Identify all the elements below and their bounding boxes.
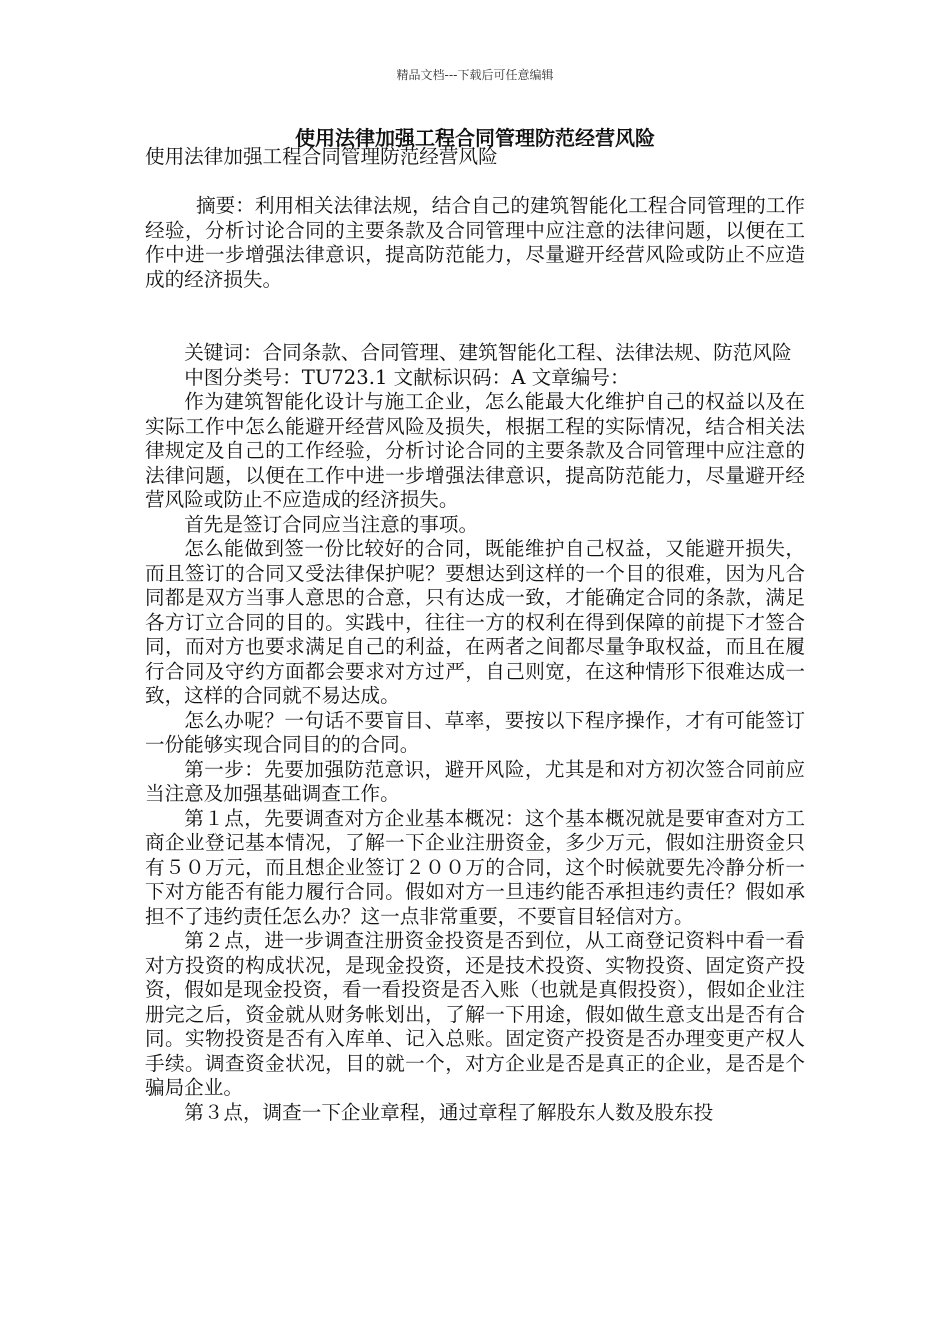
keywords-paragraph: 关键词：合同条款、合同管理、建筑智能化工程、法律法规、防范风险 bbox=[184, 341, 792, 364]
body-paragraph: 作为建筑智能化设计与施工企业，怎么能最大化维护自己的权益以及在实际工作中怎么能避开经营风险及损失，根据工程的实际情况，结合相关法律规定及自己的工作经验，分析讨论合同的主要条款及合同管理中应注意的法律问题，以便在工作中进一步增强法律意识，提高防范能力，尽量避开经营风险或防止不应造成的经济损失。 bbox=[145, 390, 805, 511]
spacer bbox=[145, 292, 805, 317]
body-paragraph: 第２点，进一步调查注册资金投资是否到位，从工商登记资料中看一看对方投资的构成状况，是现金投资，还是技术投资、实物投资、固定资产投资，假如是现金投资，看一看投资是否入账（也就是真假投资），假如企业注册完之后，资金就从财务帐划出，了解一下用途，假如做生意支出是否有合同。实物投资是否有入库单、记入总账。固定资产投资是否办理变更产权人手续。调查资金状况，目的就一个，对方企业是否是真正的企业，是否是个骗局企业。 bbox=[145, 929, 805, 1099]
document-title: 使用法律加强工程合同管理防范经营风险 bbox=[295, 126, 655, 150]
page-header: 精品文档---下载后可任意编辑 bbox=[396, 68, 554, 82]
body-paragraph: 第１点，先要调查对方企业基本概况：这个基本概况就是要审查对方工商企业登记基本情况，了解一下企业注册资金，多少万元，假如注册资金只有５０万元，而且想企业签订２００万的合同，这个时候就要先冷静分析一下对方能否有能力履行合同。假如对方一旦违约能否承担违约责任？假如承担不了违约责任怎么办？这一点非常重要，不要盲目轻信对方。 bbox=[145, 806, 805, 928]
document-subtitle: 使用法律加强工程合同管理防范经营风险 bbox=[145, 145, 498, 168]
classification-line: 中图分类号：TU723.1 文献标识码：A 文章编号： bbox=[184, 365, 630, 389]
body-paragraph: 怎么能做到签一份比较好的合同，既能维护自己权益，又能避开损失，而且签订的合同又受法律保护呢？要想达到这样的一个目的很难，因为凡合同都是双方当事人意思的合意，只有达成一致，才能确定合同的条款，满足各方订立合同的目的。实践中，往往一方的权利在得到保障的前提下才签合同，而对方也要求满足自己的利益，在两者之间都尽量争取权益，而且在履行合同及守约方面都会要求对方过严，自己则宽，在这种情形下很难达成一致，这样的合同就不易达成。 bbox=[145, 537, 805, 707]
document-body bbox=[145, 145, 805, 1125]
body-paragraph: 首先是签订合同应当注意的事项。 bbox=[184, 512, 479, 536]
spacer bbox=[145, 170, 805, 195]
spacer bbox=[145, 317, 805, 342]
body-paragraph: 怎么办呢？一句话不要盲目、草率，要按以下程序操作，才有可能签订一份能够实现合同目的的合同。 bbox=[145, 708, 805, 756]
body-paragraph: 第３点，调查一下企业章程，通过章程了解股东人数及股东投 bbox=[184, 1100, 714, 1124]
body-paragraph: 第一步：先要加强防范意识，避开风险，尤其是和对方初次签合同前应当注意及加强基础调查工作。 bbox=[145, 757, 805, 805]
abstract-paragraph: 摘要：利用相关法律法规，结合自己的建筑智能化工程合同管理的工作经验，分析讨论合同的主要条款及合同管理中应注意的法律问题，以便在工作中进一步增强法律意识，提高防范能力，尽量避开经营风险或防止不应造成的经济损失。 bbox=[145, 194, 805, 291]
